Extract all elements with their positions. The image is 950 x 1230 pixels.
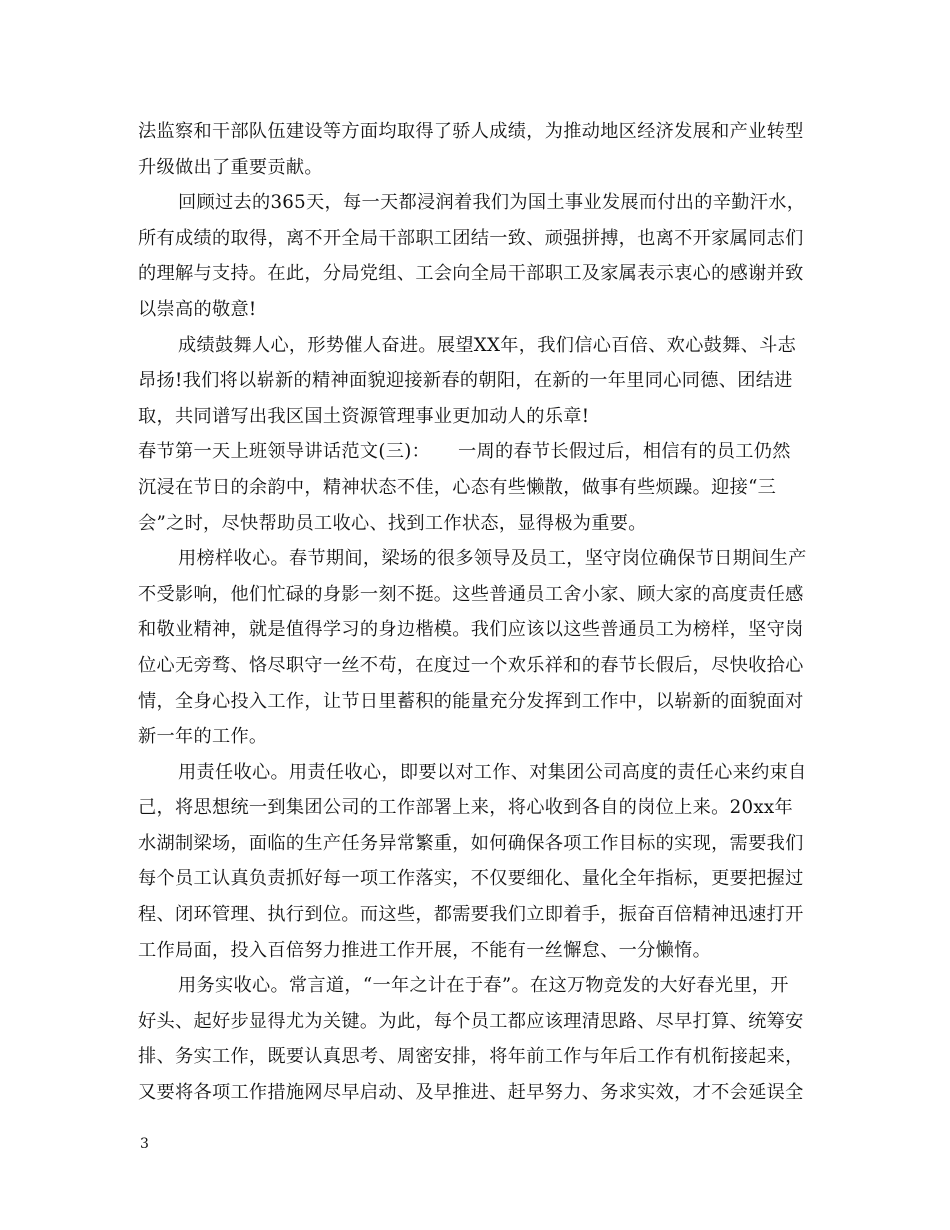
document-body bbox=[138, 114, 818, 1111]
text-line: 法监察和干部队伍建设等方面均取得了骄人成绩，为推动地区经济发展和产业转型 bbox=[138, 121, 804, 142]
text-line: 程、闭环管理、执行到位。而这些，都需要我们立即着手，振奋百倍精神迅速打开 bbox=[138, 904, 804, 926]
text-line: 的理解与支持。在此，分局党组、工会向全局干部职工及家属表示衷心的感谢并致 bbox=[138, 263, 804, 285]
text-line: 以崇高的敬意! bbox=[138, 298, 257, 320]
text-line: 沉浸在节日的余韵中，精神状态不佳，心态有些懒散，做事有些烦躁。迎接“三 bbox=[138, 476, 777, 498]
text-line: 用责任收心。用责任收心，即要以对工作、对集团公司高度的责任心来约束自 bbox=[178, 761, 807, 783]
text-line: 新一年的工作。 bbox=[138, 726, 268, 748]
text-line: 用务实收心。常言道，“一年之计在于春”。在这万物竞发的大好春光里，开 bbox=[178, 975, 789, 997]
text-line: 己，将思想统一到集团公司的工作部署上来，将心收到各自的岗位上来。20xx年 bbox=[138, 797, 793, 819]
text-line: 昂扬!我们将以崭新的精神面貌迎接新春的朝阳，在新的一年里同心同德、团结进 bbox=[138, 370, 793, 392]
text-line: 春节第一天上班领导讲话范文(三)： 一周的春节长假过后，相信有的员工仍然 bbox=[138, 441, 791, 463]
text-line: 水湖制梁场，面临的生产任务异常繁重，如何确保各项工作目标的实现，需要我们 bbox=[138, 832, 804, 854]
text-line: 又要将各项工作措施网尽早启动、及早推进、赶早努力、务求实效，才不会延误全 bbox=[138, 1082, 804, 1104]
text-line: 排、务实工作，既要认真思考、周密安排，将年前工作与年后工作有机衔接起来， bbox=[138, 1046, 804, 1068]
text-line: 所有成绩的取得，离不开全局干部职工团结一致、顽强拼搏，也离不开家属同志们 bbox=[138, 227, 804, 249]
text-line: 取，共同谱写出我区国土资源管理事业更加动人的乐章! bbox=[138, 405, 590, 427]
text-line: 不受影响，他们忙碌的身影一刻不挺。这些普通员工舍小家、顾大家的高度责任感 bbox=[138, 583, 804, 605]
text-line: 成绩鼓舞人心，形势催人奋进。展望XX年，我们信心百倍、欢心鼓舞、斗志 bbox=[178, 334, 797, 356]
page-number: 3 bbox=[140, 1136, 149, 1152]
text-line: 情，全身心投入工作，让节日里蓄积的能量充分发挥到工作中，以崭新的面貌面对 bbox=[138, 690, 804, 712]
text-line: 每个员工认真负责抓好每一项工作落实，不仅要细化、量化全年指标，更要把握过 bbox=[138, 868, 804, 890]
text-line: 升级做出了重要贡献。 bbox=[138, 156, 323, 178]
text-line: 回顾过去的365天，每一天都浸润着我们为国土事业发展而付出的辛勤汗水， bbox=[178, 192, 806, 214]
text-line: 用榜样收心。春节期间，梁场的很多领导及员工，坚守岗位确保节日期间生产 bbox=[178, 548, 807, 570]
text-line: 会”之时，尽快帮助员工收心、找到工作状态，显得极为重要。 bbox=[138, 512, 647, 534]
text-line: 位心无旁骛、恪尽职守一丝不苟，在度过一个欢乐祥和的春节长假后，尽快收拾心 bbox=[138, 654, 804, 676]
text-line: 好头、起好步显得尤为关键。为此，每个员工都应该理清思路、尽早打算、统筹安 bbox=[138, 1010, 804, 1032]
text-line: 和敬业精神，就是值得学习的身边楷模。我们应该以这些普通员工为榜样，坚守岗 bbox=[138, 619, 804, 641]
text-line: 工作局面，投入百倍努力推进工作开展，不能有一丝懈怠、一分懒惰。 bbox=[138, 939, 712, 961]
